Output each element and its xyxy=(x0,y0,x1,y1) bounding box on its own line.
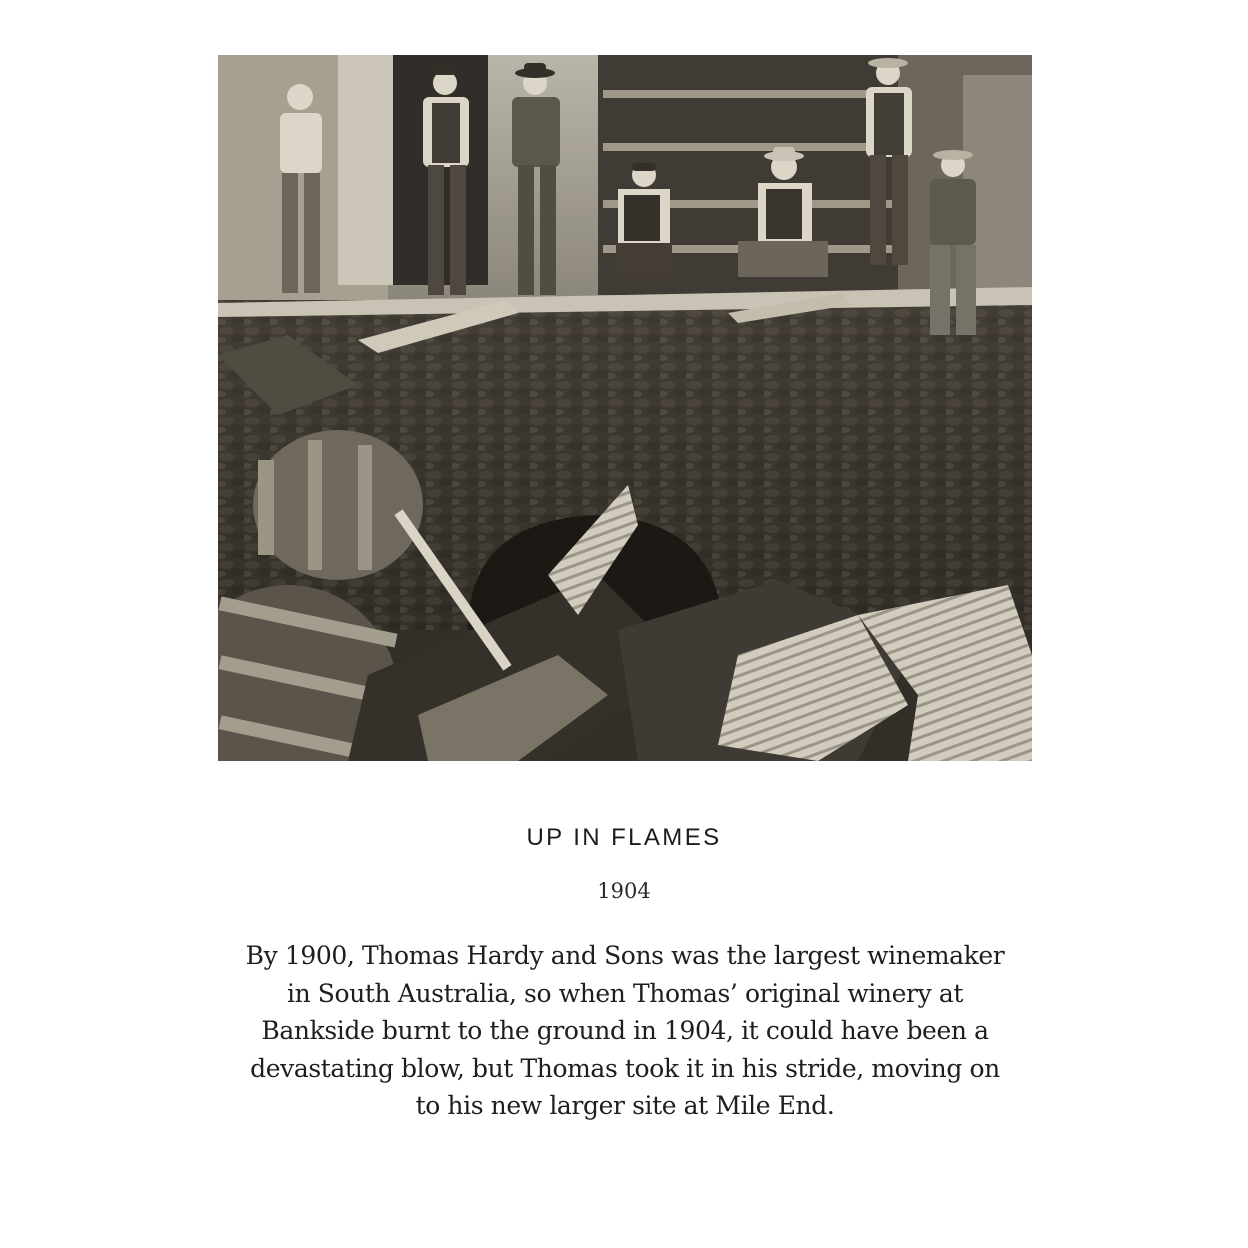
historic-photo xyxy=(218,55,1032,761)
section-year: 1904 xyxy=(597,879,651,903)
photo-illustration xyxy=(218,55,1032,761)
section-body: By 1900, Thomas Hardy and Sons was the largest winemaker in South Australia, so when Thomas’ original winery at Bankside burnt to the ground in 1904, it could have been a devastating blow, but Thomas took it in his stride, moving on to his new larger site at Mile End. xyxy=(245,941,1005,1120)
section-title: UP IN FLAMES xyxy=(526,824,722,851)
